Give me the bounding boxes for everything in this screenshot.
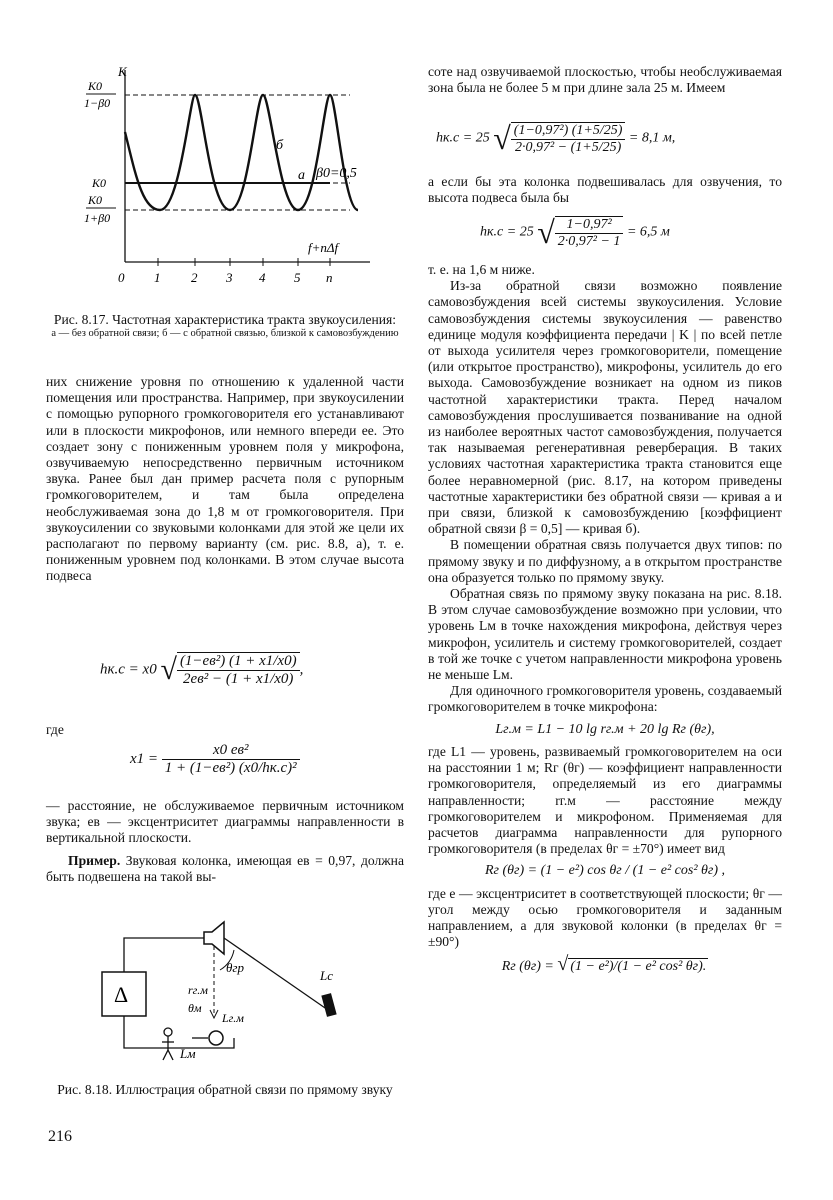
right-paragraph-8: где e — эксцентриситет в соответствующей плоскости; θг — угол между осью громкоговорителя и заданным направлением, а для звуковой колонки (в пределах θг = ±90°) — [428, 885, 782, 950]
caption-title: Рис. 8.17. Частотная характеристика тракта звукоусиления: — [53, 312, 397, 327]
label-theta-gr: θгр — [226, 960, 244, 975]
amplifier-symbol: Δ — [114, 982, 129, 1007]
tick-3: 3 — [226, 270, 233, 285]
label-r-gm: rг.м — [188, 983, 208, 997]
right-column-p1 — [428, 174, 782, 206]
figure-8-18 — [96, 910, 376, 1080]
right-paragraph-1: а если бы эта колонка подвешивалась для озвучения, то высота подвеса была бы — [428, 174, 782, 206]
right-column-top — [428, 64, 782, 96]
formula-x1: x1 = $\frac{\text{x0 eв²}}{\text{1 + (1−eв²) (x0/hк.с)²}}$ — [130, 742, 300, 777]
example-paragraph: Пример. Звуковая колонка, имеющая eв = 0,97, должна быть подвешена на такой вы- — [46, 852, 404, 884]
figure-8-17 — [80, 62, 380, 292]
where-label: где — [46, 722, 64, 737]
beta-label: β0=0,5 — [316, 166, 357, 181]
tick-4: 4 — [259, 270, 266, 285]
y-axis-label: K — [118, 64, 127, 79]
label-L-c: Lс — [320, 968, 333, 983]
tick-n: n — [326, 270, 333, 285]
caption-note: а — без обратной связи; б — с обратной связью, близкой к самовозбуждению — [51, 328, 399, 339]
right-paragraph-0: соте над озвучиваемой плоскостью, чтобы необслуживаемая зона была не более 5 м при длине зала 25 м. Имеем — [428, 64, 782, 96]
microphone-icon — [209, 1031, 223, 1045]
label-top-den: 1−β0 — [84, 96, 111, 110]
column-speaker-icon — [321, 993, 336, 1017]
formula-L-gm: Lг.м = L1 − 10 lg rг.м + 20 lg Rг (θг), — [495, 721, 715, 737]
left-paragraph-1: них снижение уровня по отношению к удаленной части помещения или пространства. Например, при звукоусилении с помощью рупорного громкоговорителя его устанавливают или в плоскости микрофонов, или немного впереди ее. Это создает зону с пониженным уровнем поля у микрофона, озвучиваемую непосредственно первичным источником звука. Ранее был дан пример расчета поля с рупорным громкоговорителем, и там была определена необслуживаемая зона до 1,8 м от громкоговорителя. При звукоусилении со звуковыми колонками для этой же цели их располагают по первому варианту (см. рис. 8.8, а), т. е. пониженным уровнем под колонками. В этом случае высота подвеса — [46, 374, 404, 584]
label-low-den: 1+β0 — [84, 211, 111, 225]
formula-h-kc: hк.с = x0 √ $\frac{\text{(1−eв²) (1 + x1/x0)}}{\text{2eв² − (1 + x1/x0)}}$ , — [100, 653, 304, 687]
x-axis-label: f+nΔf — [308, 240, 339, 255]
right-paragraph-2: т. е. на 1,6 м ниже. — [428, 262, 535, 277]
left-paragraph-2: — расстояние, не обслуживаемое первичным источником звука; eв — эксцентриситет диаграммы направленности в вертикальной плоскости. — [46, 798, 404, 846]
formula-R-column: Rг (θг) = √ (1 − e²)/(1 − e² cos² θг). — [501, 953, 707, 976]
label-L-m: Lм — [180, 1046, 196, 1061]
right-paragraph-4: В помещении обратная связь получается двух типов: по прямому звуку и по диффузному, а в открытом пространстве она образуется только по прямому звуку. — [428, 537, 782, 585]
curve-a-label: a — [298, 168, 305, 183]
formula-R-horn: Rг (θг) = (1 − e²) cos θг / (1 − e² cos² θг) , — [484, 863, 726, 879]
right-paragraph-6: Для одиночного громкоговорителя уровень, создаваемый громкоговорителем в точке микрофона: — [428, 683, 782, 715]
label-theta-m: θм — [188, 1001, 202, 1015]
right-column-main — [428, 262, 782, 982]
label-top-num: K0 — [88, 79, 103, 93]
tick-0: 0 — [118, 270, 125, 285]
formula-h-kc-example-2: hк.с = 25 √ $\frac{\text{1−0,97²}}{\text{2·0,97² − 1}}$ = 6,5 м — [480, 214, 670, 250]
formula-h-kc-example-1: hк.с = 25 √ $\frac{\text{(1−0,97²) (1+5/25)}}{\text{2·0,97² − (1+5/25)}}$ = 8,1 м, — [436, 120, 676, 156]
curve-b-line — [125, 95, 358, 210]
label-low-num: K0 — [88, 193, 103, 207]
tick-2: 2 — [191, 270, 198, 285]
right-paragraph-5: Обратная связь по прямому звуку показана на рис. 8.18. В этом случае самовозбуждение возможно при условии, что уровень Lм в точке нахождения микрофона, действуя через микрофон, усилитель и систему громкоговорителей, создает в той же точке с учетом направленности микрофона уровень не меньше Lм. — [428, 586, 782, 683]
right-paragraph-3: Из-за обратной связи возможно появление самовозбуждения всей системы звукоусиления. Условие самовозбуждения системы звукоусиления — равенство единице модуля коэффициента передачи | K | по всей петле от выхода усилителя через громкоговорители, помещение (или открытое пространство), микрофоны, усилитель до его выхода. Самовозбуждение возникает на одном из пиков частотной характеристики тракта. Перед началом самовозбуждения прослушивается позванивание на одной из наиболее вероятных частот самовозбуждения, получается так называемая регенеративная реверберация. В таких условиях частотная характеристика тракта становится еще более неравномерной (рис. 8.17, на котором приведены частотные характеристики без обратной связи — кривая а и при связи, близкой к самовозбуждению [коэффициент обратной связи β = 0,5] — кривая б). — [428, 278, 782, 537]
tick-1: 1 — [154, 270, 161, 285]
label-L-gm: Lг.м — [222, 1011, 244, 1025]
figure-8-18-caption: Рис. 8.18. Иллюстрация обратной связи по прямому звуку — [57, 1082, 393, 1097]
tick-5: 5 — [294, 270, 301, 285]
label-mid: K0 — [92, 176, 107, 190]
left-column-bottom — [46, 798, 404, 885]
figure-8-17-caption — [46, 312, 404, 340]
right-paragraph-7: где L1 — уровень, развиваемый громкоговорителем на оси на расстоянии 1 м; Rг (θг) — коэффициент направленности громкоговорителя, определяемый из его диаграммы направленности; rг.м — расстояние между громкоговорителем и микрофоном. Применяемая для расчетов диаграмма направленности для рупорного громкоговорителя (в пределах θг = ±70°) имеет вид — [428, 743, 782, 857]
left-column-top — [46, 374, 404, 585]
curve-b-label: б — [276, 138, 284, 153]
speaker-person-icon — [162, 1028, 174, 1060]
page-number: 216 — [48, 1128, 72, 1145]
